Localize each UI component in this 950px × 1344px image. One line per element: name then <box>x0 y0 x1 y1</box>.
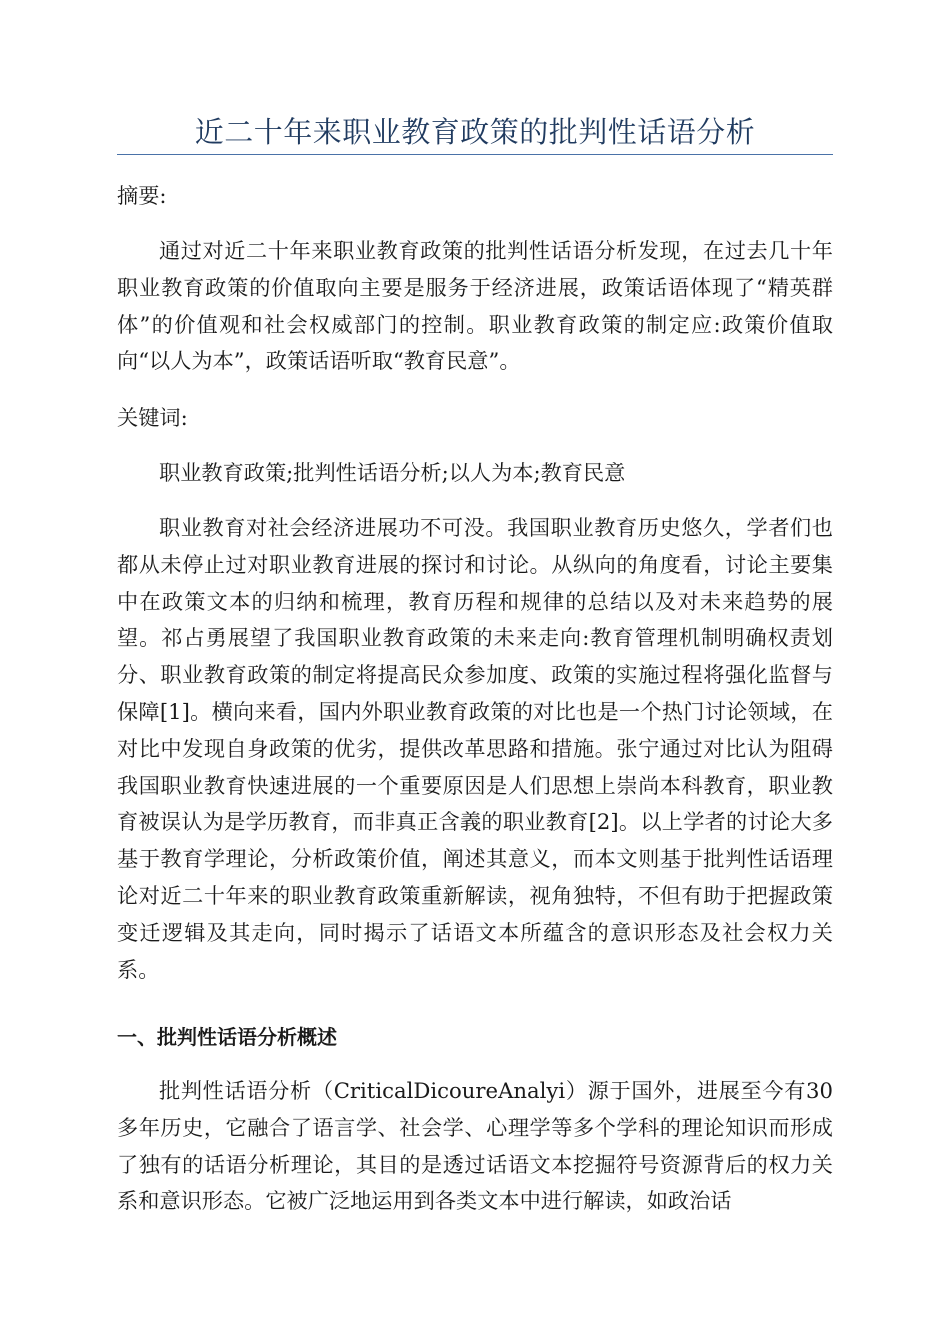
keywords-label: 关键词: <box>117 405 188 430</box>
keywords-text: 职业教育政策;批判性话语分析;以人为本;教育民意 <box>159 460 626 485</box>
section-heading: 一、批判性话语分析概述 <box>117 1025 337 1049</box>
section1-paragraph: 批判性话语分析（CriticalDicoureAnalyi）源于国外，进展至今有30多年历史，它融合了语言学、社会学、心理学等多个学科的理论知识而形成了独有的话语分析理论，其目的是透过话语文本挖掘符号资源背后的权力关系和意识形态。它被广泛地运用到各类文本中进行解读，如政治话 <box>117 1078 833 1214</box>
section1-heading-block <box>117 1019 833 1055</box>
section1-block <box>117 1073 833 1220</box>
abstract-label: 摘要: <box>117 183 167 208</box>
keywords-block <box>117 455 833 492</box>
intro-block <box>117 510 833 988</box>
intro-paragraph: 职业教育对社会经济进展功不可没。我国职业教育历史悠久，学者们也都从未停止过对职业教育进展的探讨和讨论。从纵向的角度看，讨论主要集中在政策文本的归纳和梳理，教育历程和规律的总结以及对未来趋势的展望。祁占勇展望了我国职业教育政策的未来走向:教育管理机制明确权责划分、职业教育政策的制定将提高民众参加度、政策的实施过程将强化监督与保障[1]。横向来看，国内外职业教育政策的对比也是一个热门讨论领域，在对比中发现自身政策的优劣，提供改革思路和措施。张宁通过对比认为阻碍我国职业教育快速进展的一个重要原因是人们思想上崇尚本科教育，职业教育被误认为是学历教育，而非真正含義的职业教育[2]。以上学者的讨论大多基于教育学理论，分析政策价值，阐述其意义，而本文则基于批判性话语理论对近二十年来的职业教育政策重新解读，视角独特，不但有助于把握政策变迁逻辑及其走向，同时揭示了话语文本所蕴含的意识形态及社会权力关系。 <box>117 515 833 982</box>
abstract-text: 通过对近二十年来职业教育政策的批判性话语分析发现，在过去几十年职业教育政策的价值取向主要是服务于经济进展，政策话语体现了“精英群体”的价值观和社会权威部门的控制。职业教育政策的制定应:政策价值取向“以人为本”，政策话语听取“教育民意”。 <box>117 238 833 374</box>
abstract-label-block <box>117 178 833 215</box>
title-underline <box>117 154 833 155</box>
abstract-block <box>117 233 833 380</box>
document-title: 近二十年来职业教育政策的批判性话语分析 <box>194 115 756 149</box>
keywords-label-block <box>117 400 833 437</box>
